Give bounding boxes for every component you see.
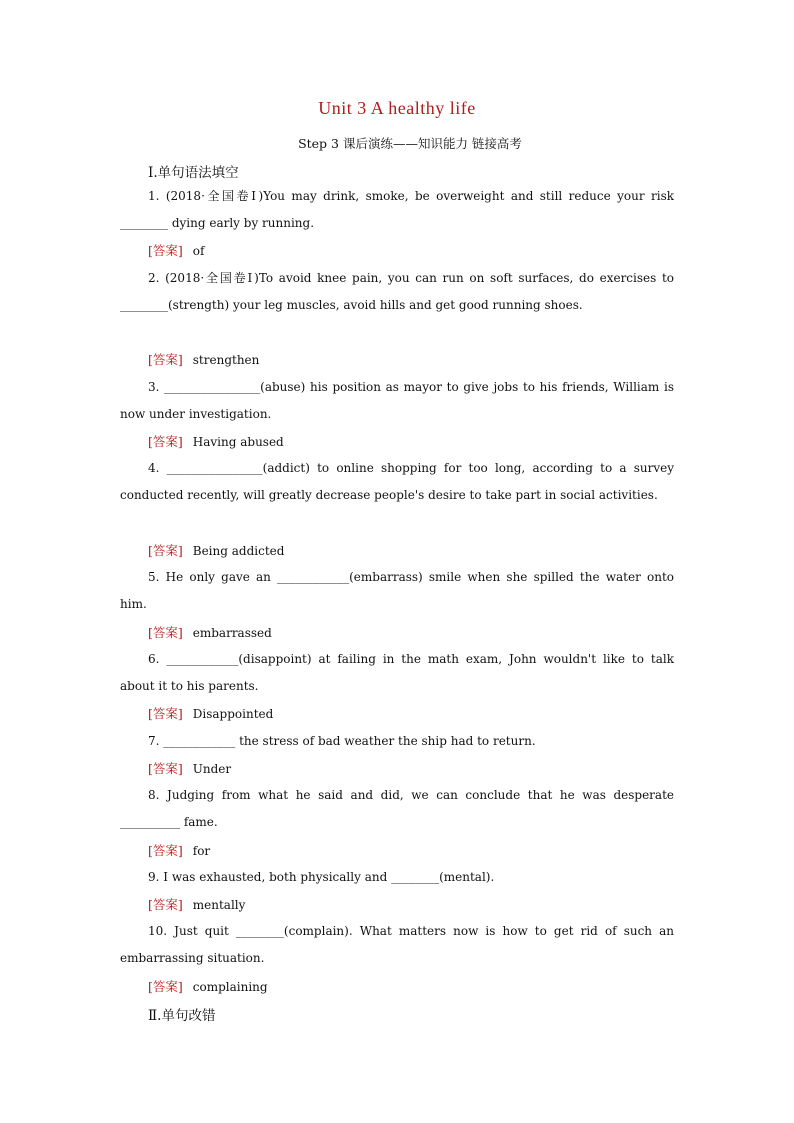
answer-label: [答案]: [148, 761, 183, 776]
question-7: 7. ____________ the stress of bad weather the ship had to return.: [148, 734, 536, 748]
answer-2: [148, 350, 259, 368]
answer-label: [答案]: [148, 706, 183, 721]
answer-text: Disappointed: [192, 707, 274, 721]
question-8: 8. Judging from what he said and did, we can conclude that he was desperate __________ fame.: [120, 788, 674, 830]
answer-label: [答案]: [148, 352, 183, 367]
answer-text: of: [192, 244, 205, 258]
answer-label: [答案]: [148, 543, 183, 558]
answer-text: for: [192, 844, 211, 858]
answer-label: [答案]: [148, 243, 183, 258]
question-3: 3. ________________(abuse) his position as mayor to give jobs to his friends, William is now under investigation.: [120, 380, 674, 422]
question-2: 2. (2018·全国卷Ⅰ)To avoid knee pain, you can run on soft surfaces, do exercises to ________(strength) your leg muscles, avoid hills and get good running shoes.: [120, 271, 674, 313]
question-4: 4. ________________(addict) to online shopping for too long, according to a survey conducted recently, will greatly decrease people's desire to take part in social activities.: [120, 461, 674, 503]
page-subtitle: Step 3 课后演练——知识能力 链接高考: [298, 136, 522, 151]
answer-10: [148, 977, 268, 995]
answer-text: Being addicted: [192, 544, 285, 558]
section-heading-grammar-fill: Ⅰ.单句语法填空: [148, 165, 239, 181]
answer-9: [148, 895, 245, 913]
answer-label: [答案]: [148, 897, 183, 912]
answer-text: strengthen: [192, 353, 260, 367]
question-6: 6. ____________(disappoint) at failing in the math exam, John wouldn't like to talk about it to his parents.: [120, 652, 674, 694]
answer-5: [148, 623, 272, 641]
answer-3: [148, 432, 284, 450]
answer-label: [答案]: [148, 979, 183, 994]
answer-text: embarrassed: [192, 626, 272, 640]
answer-label: [答案]: [148, 434, 183, 449]
answer-8: [148, 841, 210, 859]
question-1: 1. (2018·全国卷Ⅰ)You may drink, smoke, be overweight and still reduce your risk ________ dying early by running.: [120, 189, 674, 231]
page-title: Unit 3 A healthy life: [318, 98, 476, 118]
question-9: 9. I was exhausted, both physically and ________(mental).: [148, 870, 495, 884]
answer-label: [答案]: [148, 625, 183, 640]
question-10: 10. Just quit ________(complain). What matters now is how to get rid of such an embarrassing situation.: [120, 924, 674, 966]
answer-text: complaining: [192, 980, 268, 994]
answer-text: Having abused: [192, 435, 284, 449]
answer-label: [答案]: [148, 843, 183, 858]
answer-1: [148, 241, 204, 259]
question-5: 5. He only gave an ____________(embarrass) smile when she spilled the water onto him.: [120, 570, 674, 612]
answer-4: [148, 541, 284, 559]
answer-text: Under: [192, 762, 232, 776]
answer-6: [148, 704, 273, 722]
answer-text: mentally: [192, 898, 246, 912]
section-heading-error-correction: Ⅱ.单句改错: [148, 1008, 216, 1024]
answer-7: [148, 759, 231, 777]
